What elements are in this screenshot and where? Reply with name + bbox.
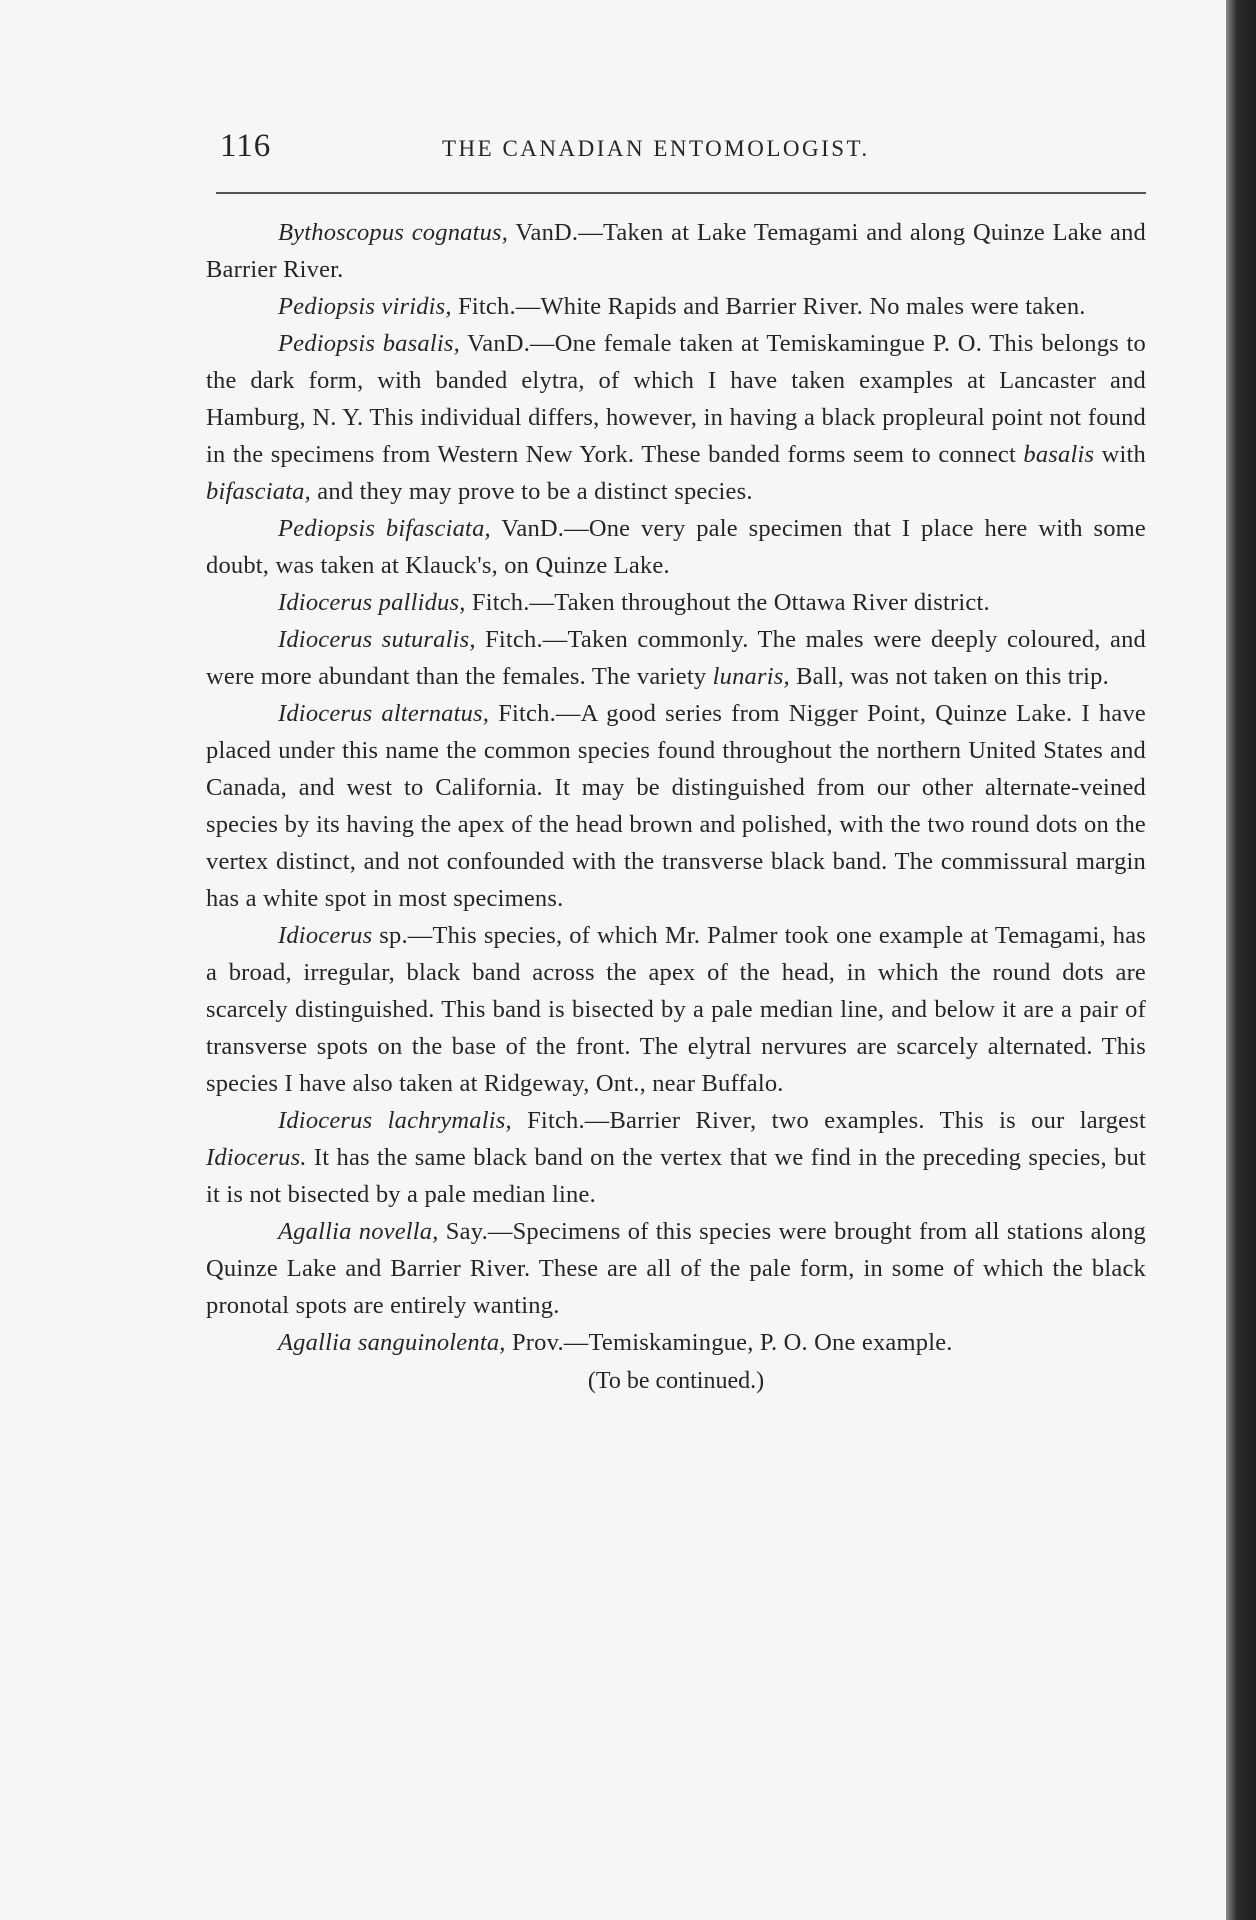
header-rule	[216, 192, 1146, 194]
entry-text: Fitch.—A good series from Nigger Point, Quinze Lake. I have placed under this name the common species found throughout the northern United States and Canada, and west to California. It may be distinguished from our other alternate-veined species by its having the apex of the head brown and polished, with the two round dots on the vertex distinct, and not confounded with the transverse black band. The commissural margin has a white spot in most specimens.	[206, 700, 1146, 912]
entry-idiocerus-sp	[206, 917, 1146, 1102]
italic-term: basalis	[1023, 441, 1095, 468]
species-name: Idiocerus alternatus,	[278, 700, 490, 727]
scan-edge-shadow	[1226, 0, 1256, 1920]
entry-idiocerus-pallidus	[206, 584, 1146, 621]
entry-pediopsis-viridis	[206, 288, 1146, 325]
species-name: Pediopsis bifasciata,	[278, 515, 491, 542]
page-body	[206, 214, 1146, 1401]
entry-text: sp.—This species, of which Mr. Palmer took one example at Temagami, has a broad, irregular, black band across the apex of the head, in which the round dots are scarcely distinguished. This band is bisected by a pale median line, and below it are a pair of transverse spots on the base of the front. The elytral nervures are scarcely alternated. This species I have also taken at Ridgeway, Ont., near Buffalo.	[206, 922, 1146, 1097]
species-name: Bythoscopus cognatus,	[278, 219, 509, 246]
entry-text: Fitch.—Taken commonly. The males were deeply coloured, and were more abundant than the females. The variety	[206, 626, 1146, 690]
species-name: Idiocerus	[278, 922, 373, 949]
entry-text: Fitch.—Barrier River, two examples. This is our largest	[511, 1107, 1146, 1134]
entry-idiocerus-suturalis	[206, 621, 1146, 695]
entry-text: and they may prove to be a distinct species.	[310, 478, 753, 505]
entry-agallia-sanguinolenta	[206, 1324, 1146, 1361]
entry-agallia-novella	[206, 1213, 1146, 1324]
italic-term: lunaris,	[712, 663, 790, 690]
species-name: Idiocerus suturalis,	[278, 626, 476, 653]
entry-pediopsis-bifasciata	[206, 510, 1146, 584]
page-header	[206, 122, 1146, 178]
italic-term: bifasciata,	[206, 478, 311, 505]
page-number: 116	[220, 128, 272, 164]
entry-text: VanD.—Taken at Lake Temagami and along Quinze Lake and Barrier River.	[206, 219, 1146, 283]
entry-text: VanD.—One female taken at Temiskamingue P. O. This belongs to the dark form, with banded elytra, of which I have taken examples at Lancaster and Hamburg, N. Y. This individual differs, however, in having a black propleural point not found in the specimens from Western New York. These banded forms seem to connect	[206, 330, 1146, 468]
entry-text: VanD.—One very pale specimen that I place here with some doubt, was taken at Klauck's, on Quinze Lake.	[206, 515, 1146, 579]
entry-text: Fitch.—Taken throughout the Ottawa River district.	[465, 589, 990, 616]
entry-text: It has the same black band on the vertex that we find in the preceding species, but it is not bisected by a pale median line.	[206, 1144, 1146, 1208]
entry-text: Prov.—Temiskamingue, P. O. One example.	[505, 1329, 953, 1356]
entry-text: Ball, was not taken on this trip.	[789, 663, 1109, 690]
species-name: Idiocerus lachrymalis,	[278, 1107, 512, 1134]
italic-term: Idiocerus.	[206, 1144, 307, 1171]
entry-text: Say.—Specimens of this species were brought from all stations along Quinze Lake and Barrier River. These are all of the pale form, in some of which the black pronotal spots are entirely wanting.	[206, 1218, 1147, 1319]
species-name: Pediopsis viridis,	[278, 293, 452, 320]
species-name: Pediopsis basalis,	[278, 330, 460, 357]
continued-note: (To be continued.)	[587, 1368, 765, 1394]
entry-idiocerus-lachrymalis	[206, 1102, 1146, 1213]
species-name: Agallia sanguinolenta,	[278, 1329, 506, 1356]
document-page	[206, 122, 1147, 1394]
entry-idiocerus-alternatus	[206, 695, 1146, 917]
running-title: THE CANADIAN ENTOMOLOGIST.	[442, 136, 870, 161]
entry-text: Fitch.—White Rapids and Barrier River. No males were taken.	[451, 293, 1086, 320]
entry-text: with	[1094, 441, 1146, 468]
entry-pediopsis-basalis	[206, 325, 1146, 510]
species-name: Idiocerus pallidus,	[278, 589, 466, 616]
species-name: Agallia novella,	[278, 1218, 439, 1245]
entry-bythoscopus-cognatus	[206, 214, 1146, 288]
